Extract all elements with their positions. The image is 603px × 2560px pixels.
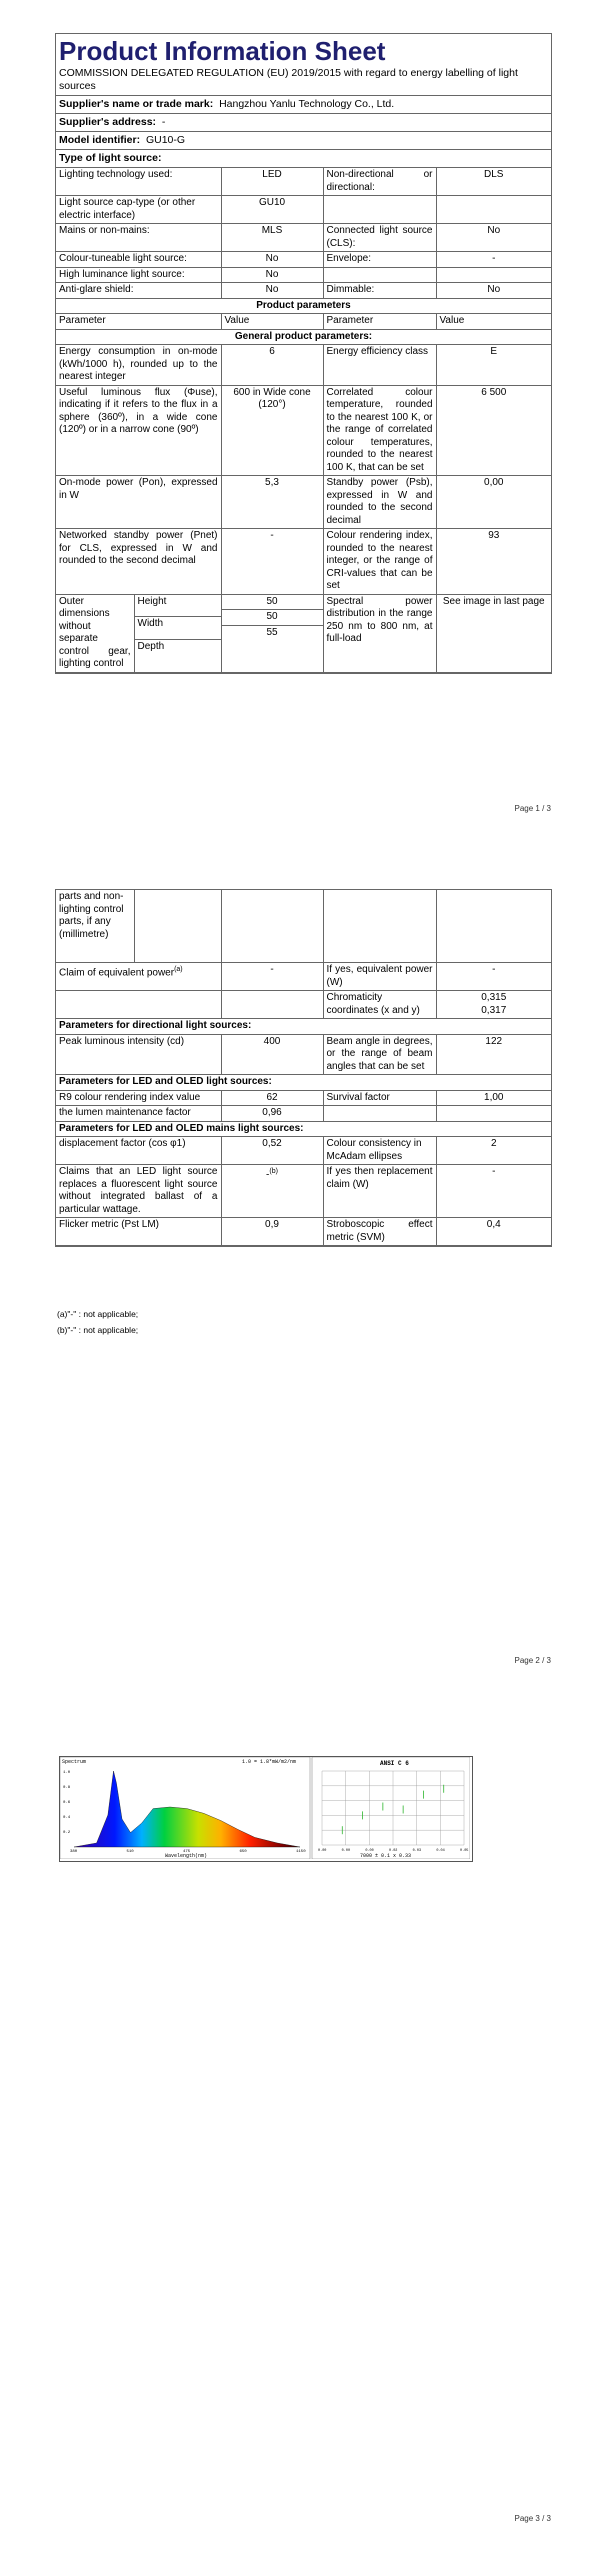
param-value: 600 in Wide cone (120°): [221, 385, 323, 476]
spectrum-xlabel: Wavelength(nm): [165, 1853, 208, 1859]
replacement-value: -: [436, 1165, 551, 1218]
chroma-chart-frame: [312, 1757, 470, 1859]
mcadam-value: 2: [436, 1137, 551, 1165]
claims-label: Claims that an LED light source replaces a fluorescent light source without integrated ballast of a particular wattage.: [56, 1165, 221, 1218]
type-value: No: [436, 283, 551, 299]
params-table-p2: [56, 889, 551, 1246]
regulation-text: COMMISSION DELEGATED REGULATION (EU) 2019/2015 with regard to energy labelling of light sources: [59, 67, 518, 92]
dim-value-depth: 55: [266, 626, 278, 638]
equiv-label-cell: [56, 963, 221, 991]
spectrum-x-tick: 1150: [296, 1850, 306, 1854]
footnote-b: (b)"-" : not applicable;: [57, 1325, 139, 1335]
type-label: Envelope:: [323, 252, 436, 268]
page-number: Page 1 / 3: [514, 804, 551, 813]
dim-label-height: Height: [134, 595, 221, 617]
survival-value: 1,00: [436, 1090, 551, 1106]
chroma-x-tick: 0.03: [412, 1849, 422, 1853]
table-row: [56, 329, 551, 345]
table-row: [56, 1121, 551, 1137]
table-row: [56, 1090, 551, 1106]
beam-value: 122: [436, 1034, 551, 1075]
flicker-label: Flicker metric (Pst LM): [56, 1218, 221, 1246]
page-number: Page 2 / 3: [514, 1656, 551, 1665]
svm-label: Stroboscopic effect metric (SVM): [323, 1218, 436, 1246]
type-label: Mains or non-mains:: [56, 224, 221, 252]
page-title: Product Information Sheet: [59, 36, 386, 66]
disp-value: 0,52: [221, 1137, 323, 1165]
supplier-name-row: [56, 95, 551, 113]
type-label: Dimmable:: [323, 283, 436, 299]
type-value: -: [436, 252, 551, 268]
chroma-x-tick: 0.00: [341, 1849, 351, 1853]
spectrum-chart: [60, 1757, 470, 1859]
directional-heading: Parameters for directional light sources:: [56, 1019, 551, 1035]
table-row: [56, 385, 551, 476]
table-row: [56, 476, 551, 529]
table-row: [56, 283, 551, 299]
param-label: On-mode power (Pon), expressed in W: [56, 476, 221, 529]
table-row: [56, 1075, 551, 1091]
table-row: [56, 529, 551, 595]
type-label: Colour-tuneable light source:: [56, 252, 221, 268]
col-value: Value: [221, 314, 323, 330]
footnote-a: (a)"-" : not applicable;: [57, 1309, 139, 1319]
lumen-value: 0,96: [221, 1106, 323, 1122]
spectral-value: See image in last page: [436, 594, 551, 672]
param-value: -: [221, 529, 323, 595]
type-label: [323, 196, 436, 224]
type-value: No: [221, 283, 323, 299]
type-value: GU10: [221, 196, 323, 224]
spectrum-y-tick: 0.8: [63, 1786, 71, 1790]
table-row: [56, 314, 551, 330]
outer-dims-cont-cell: [56, 890, 221, 963]
table-row: [56, 963, 551, 991]
spectrum-y-tick: 0.6: [63, 1801, 71, 1805]
spectral-label: Spectral power distribution in the range 250 nm to 800 nm, at full-load: [323, 594, 436, 672]
page-2: [0, 852, 603, 1702]
spectrum-left-label: Spectrum: [62, 1759, 87, 1765]
spectrum-title: 1.0 = 1.8*mW/m2/nm: [242, 1759, 297, 1765]
disp-label: displacement factor (cos φ1): [56, 1137, 221, 1165]
model-label: Model identifier:: [59, 134, 141, 146]
outer-dims-label: Outer dimensions without separate control gear, lighting control: [56, 595, 134, 672]
page-1: [0, 0, 603, 850]
type-value: [436, 196, 551, 224]
supplier-address: -: [161, 116, 166, 128]
dim-value-width: 50: [222, 610, 323, 626]
type-value: No: [436, 224, 551, 252]
outer-dims-cell: [56, 594, 221, 672]
equiv-yes-value: -: [436, 963, 551, 991]
table-row: [56, 224, 551, 252]
replacement-label: If yes then replacement claim (W): [323, 1165, 436, 1218]
spectrum-x-tick: 650: [239, 1850, 247, 1854]
spectrum-y-tick: 1.0: [63, 1771, 71, 1775]
info-sheet-frame-p1: [55, 33, 552, 674]
product-parameters-heading: Product parameters: [56, 298, 551, 314]
type-value: LED: [221, 168, 323, 196]
supplier-name-label: Supplier's name or trade mark:: [59, 98, 214, 110]
type-value: [436, 267, 551, 283]
general-parameters-heading: General product parameters:: [56, 329, 551, 345]
spectrum-y-tick: 0.4: [63, 1816, 71, 1820]
param-label: Correlated colour temperature, rounded to the nearest 100 K, or the range of correlated colour temperatures, rounded to the nearest 100 K, that can be set: [323, 385, 436, 476]
param-value: 6: [221, 345, 323, 386]
type-table: [56, 167, 551, 673]
claims-sup: (b): [269, 1168, 278, 1175]
type-label: [323, 267, 436, 283]
page-3: [0, 1704, 603, 2560]
equiv-label: Claim of equivalent power: [59, 967, 175, 979]
table-row: [56, 1137, 551, 1165]
type-label: Non-directional or directional:: [323, 168, 436, 196]
mcadam-label: Colour consistency in McAdam ellipses: [323, 1137, 436, 1165]
supplier-address-row: [56, 113, 551, 131]
info-sheet-frame-p2: [55, 889, 552, 1247]
table-row: [56, 991, 551, 1019]
type-label: Connected light source (CLS):: [323, 224, 436, 252]
type-value: DLS: [436, 168, 551, 196]
param-label: Networked standby power (Pnet) for CLS, expressed in W and rounded to the second decimal: [56, 529, 221, 595]
table-row: [56, 196, 551, 224]
survival-label: Survival factor: [323, 1090, 436, 1106]
param-value: 5,3: [221, 476, 323, 529]
table-row: [56, 1019, 551, 1035]
table-row: [56, 1106, 551, 1122]
type-label: High luminance light source:: [56, 267, 221, 283]
chroma-x-tick: 0.04: [436, 1849, 445, 1853]
dims-values-cell: [221, 594, 323, 672]
chroma-y: 0,317: [481, 1004, 507, 1016]
claims-value-cell: [221, 1165, 323, 1218]
svm-value: 0,4: [436, 1218, 551, 1246]
chroma-x-tick: 0.02: [389, 1849, 398, 1853]
claims-value: -: [266, 1169, 270, 1181]
table-row: [56, 345, 551, 386]
equiv-value: -: [221, 963, 323, 991]
param-label: Energy efficiency class: [323, 345, 436, 386]
chroma-x-tick: 0.00: [318, 1849, 327, 1853]
type-label: Lighting technology used:: [56, 168, 221, 196]
lumen-label: the lumen maintenance factor: [56, 1106, 221, 1122]
beam-label: Beam angle in degrees, or the range of beam angles that can be set: [323, 1034, 436, 1075]
spectrum-x-tick: 380: [70, 1850, 78, 1854]
r9-value: 62: [221, 1090, 323, 1106]
type-heading: Type of light source:: [56, 149, 551, 167]
table-row: [56, 1165, 551, 1218]
type-value: No: [221, 252, 323, 268]
table-row: [56, 267, 551, 283]
spectrum-x-tick: 510: [126, 1850, 134, 1854]
type-value: No: [221, 267, 323, 283]
type-label: Light source cap-type (or other electric interface): [56, 196, 221, 224]
param-label: Colour rendering index, rounded to the nearest integer, or the range of CRI-values that can be set: [323, 529, 436, 595]
page-number: Page 3 / 3: [514, 2514, 551, 2523]
dim-label-depth: Depth: [137, 640, 165, 652]
model-row: [56, 131, 551, 149]
equiv-sup: (a): [174, 966, 183, 973]
mains-heading: Parameters for LED and OLED mains light sources:: [56, 1121, 551, 1137]
type-label: Anti-glare shield:: [56, 283, 221, 299]
param-label: Energy consumption in on-mode (kWh/1000 h), rounded up to the nearest integer: [56, 345, 221, 386]
equiv-yes-label: If yes, equivalent power (W): [323, 963, 436, 991]
table-row: [56, 1218, 551, 1246]
chroma-values: [436, 991, 551, 1019]
param-value: 6 500: [436, 385, 551, 476]
chroma-x-tick: 0.05: [460, 1849, 469, 1853]
table-row: [56, 1034, 551, 1075]
table-row: [56, 252, 551, 268]
led-heading: Parameters for LED and OLED light sources:: [56, 1075, 551, 1091]
chroma-chart-xlabel: 7000 ± 0.1 x 0.33: [360, 1853, 412, 1859]
spectrum-x-tick: 475: [183, 1850, 191, 1854]
outer-dims-cont-label: parts and non-lighting control parts, if any (millimetre): [56, 890, 134, 962]
supplier-address-label: Supplier's address:: [59, 116, 157, 128]
spectrum-image: [59, 1756, 473, 1862]
peak-label: Peak luminous intensity (cd): [56, 1034, 221, 1075]
chroma-label: Chromaticity coordinates (x and y): [323, 991, 436, 1019]
param-value: 0,00: [436, 476, 551, 529]
param-label: Standby power (Psb), expressed in W and rounded to the second decimal: [323, 476, 436, 529]
table-row: [56, 594, 551, 672]
table-row: [56, 298, 551, 314]
flicker-value: 0,9: [221, 1218, 323, 1246]
col-parameter: Parameter: [323, 314, 436, 330]
table-row: [56, 890, 551, 963]
r9-label: R9 colour rendering index value: [56, 1090, 221, 1106]
supplier-name: Hangzhou Yanlu Technology Co., Ltd.: [219, 98, 395, 110]
chroma-x-tick: 0.00: [365, 1849, 374, 1853]
col-parameter: Parameter: [56, 314, 221, 330]
type-value: MLS: [221, 224, 323, 252]
model-identifier: GU10-G: [145, 134, 186, 146]
param-value: 93: [436, 529, 551, 595]
param-value: E: [436, 345, 551, 386]
peak-value: 400: [221, 1034, 323, 1075]
table-row: [56, 168, 551, 196]
col-value: Value: [436, 314, 551, 330]
chroma-x: 0,315: [481, 992, 507, 1003]
spectrum-y-tick: 0.2: [63, 1831, 71, 1835]
dim-value-height: 50: [222, 595, 323, 611]
param-label: Useful luminous flux (Φuse), indicating if it refers to the flux in a sphere (360º), in a wide cone (120º) or in a narrow cone (90º): [56, 385, 221, 476]
dim-label-width: Width: [134, 616, 221, 639]
chroma-chart-title: ANSI C 6: [380, 1760, 409, 1767]
